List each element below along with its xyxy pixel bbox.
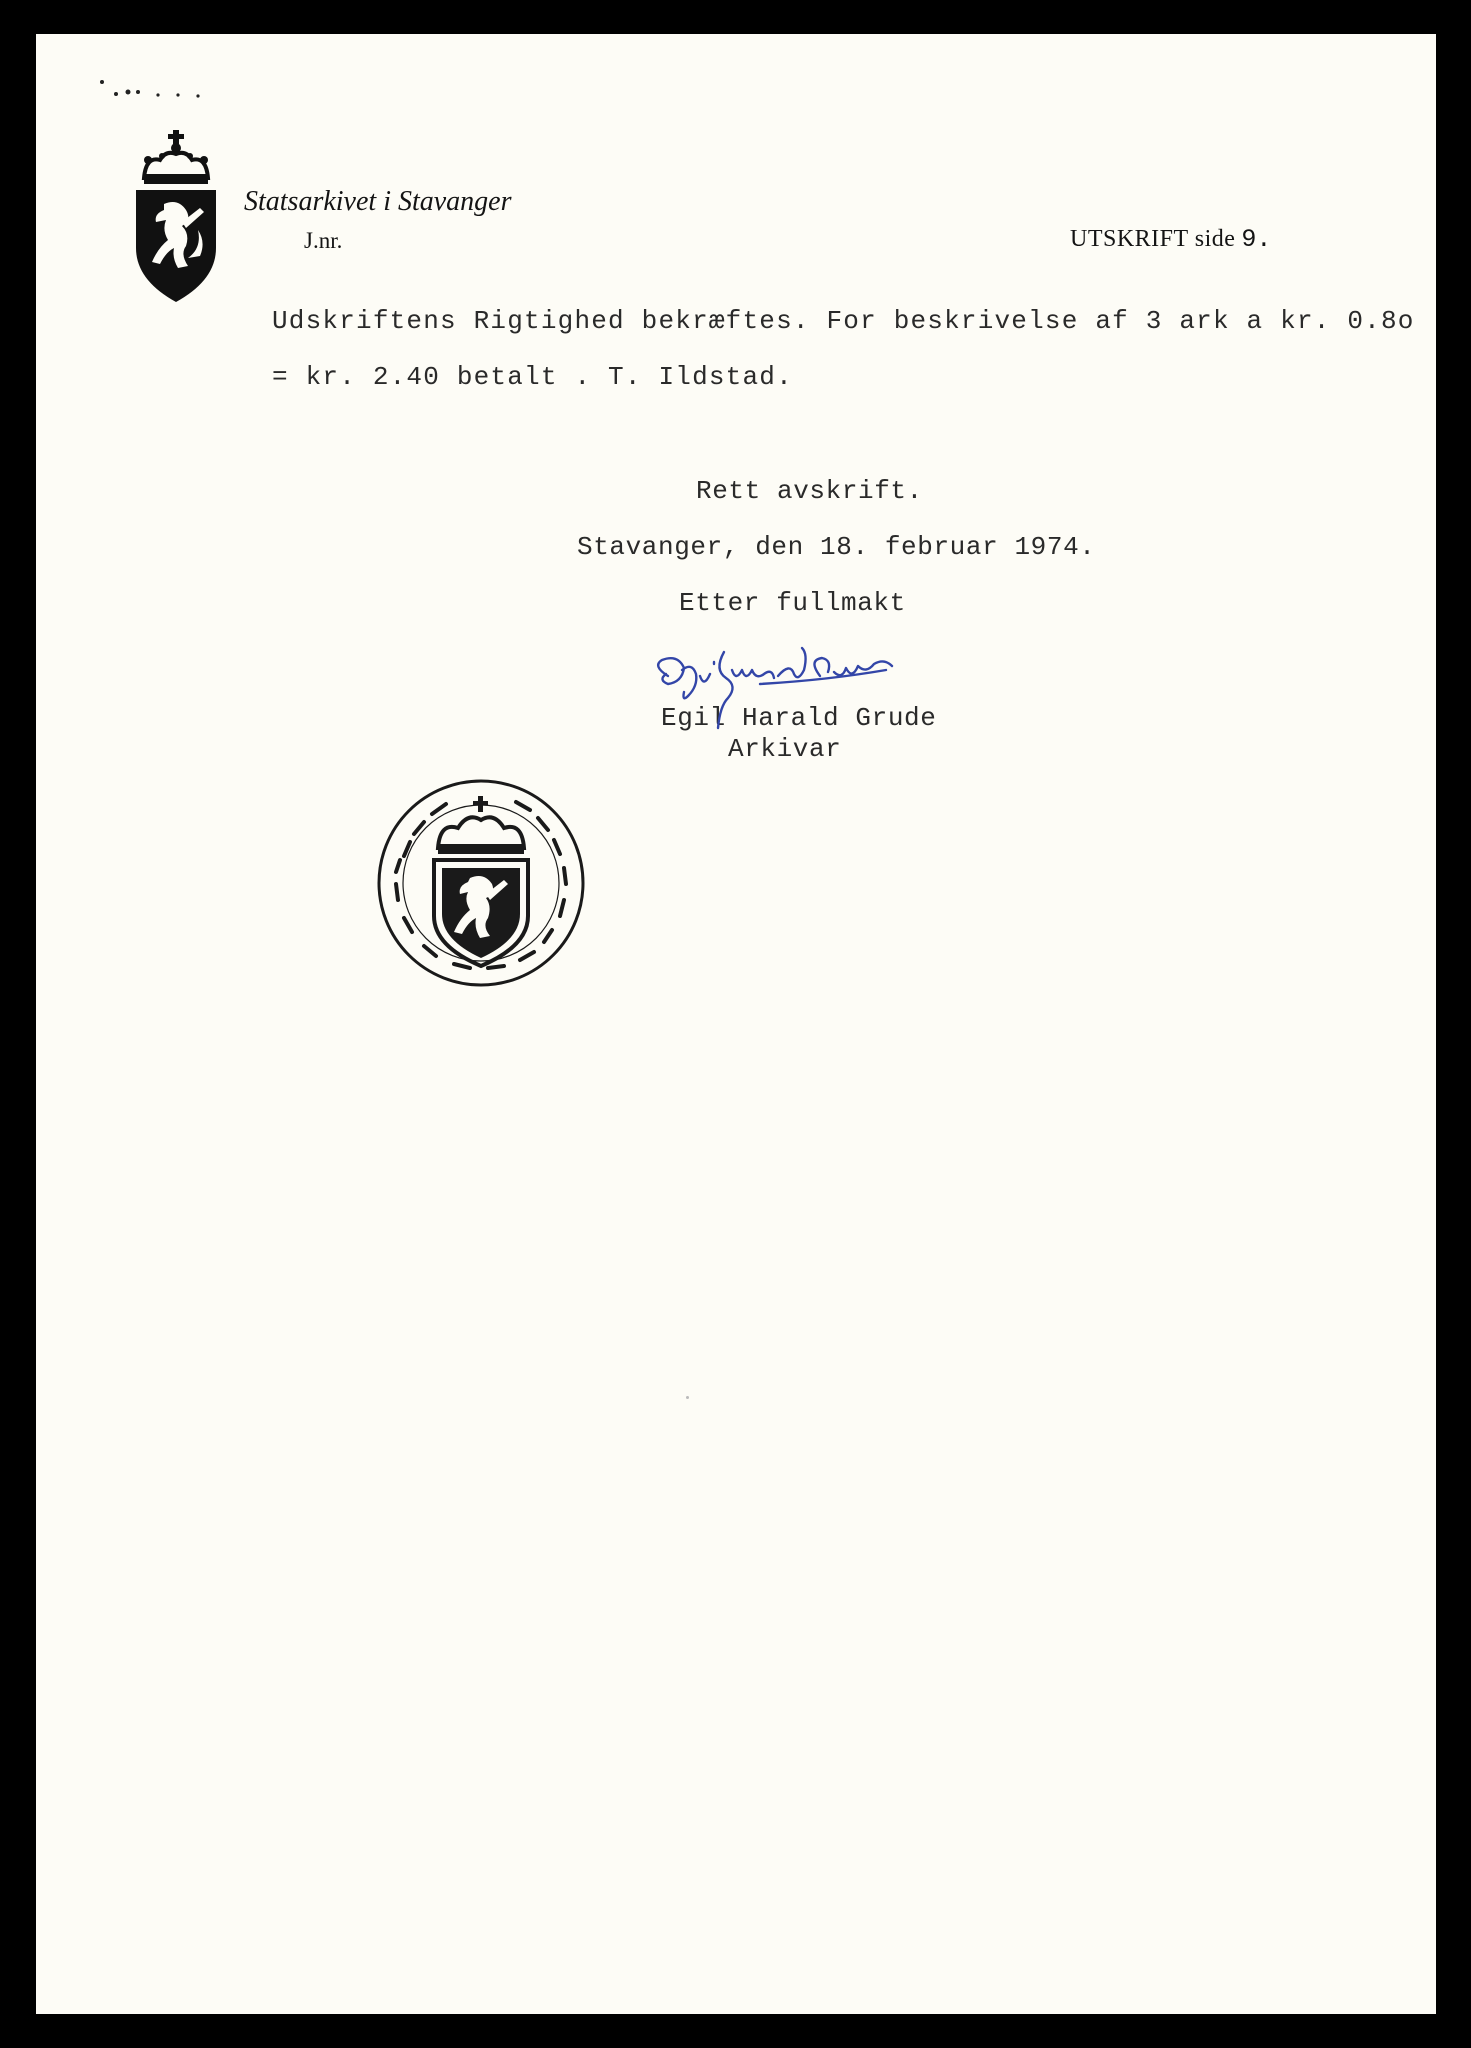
place-date: Stavanger, den 18. februar 1974. [577,532,1096,562]
scan-dust [686,1396,689,1399]
archive-seal-icon [374,776,588,990]
page-header [1070,225,1271,254]
coat-of-arms-icon [126,130,226,306]
authority-text: Etter fullmakt [679,588,906,618]
journal-number-label: J.nr. [304,228,343,253]
page-number: 9. [1241,225,1272,254]
scan-specks [98,78,218,108]
signatory-title: Arkivar [728,734,842,764]
body-line-1: Udskriftens Rigtighed bekræftes. For beskrivelse af 3 ark a kr. 0.8o [272,306,1415,336]
institution-name: Statsarkivet i Stavanger [244,186,512,217]
handwritten-signature [648,640,988,750]
page-label: UTSKRIFT side [1070,226,1236,252]
body-line-2: = kr. 2.40 betalt . T. Ildstad. [272,362,793,392]
signatory-name: Egil Harald Grude [661,703,937,733]
document-page [36,34,1436,2014]
certification-text: Rett avskrift. [696,476,923,506]
